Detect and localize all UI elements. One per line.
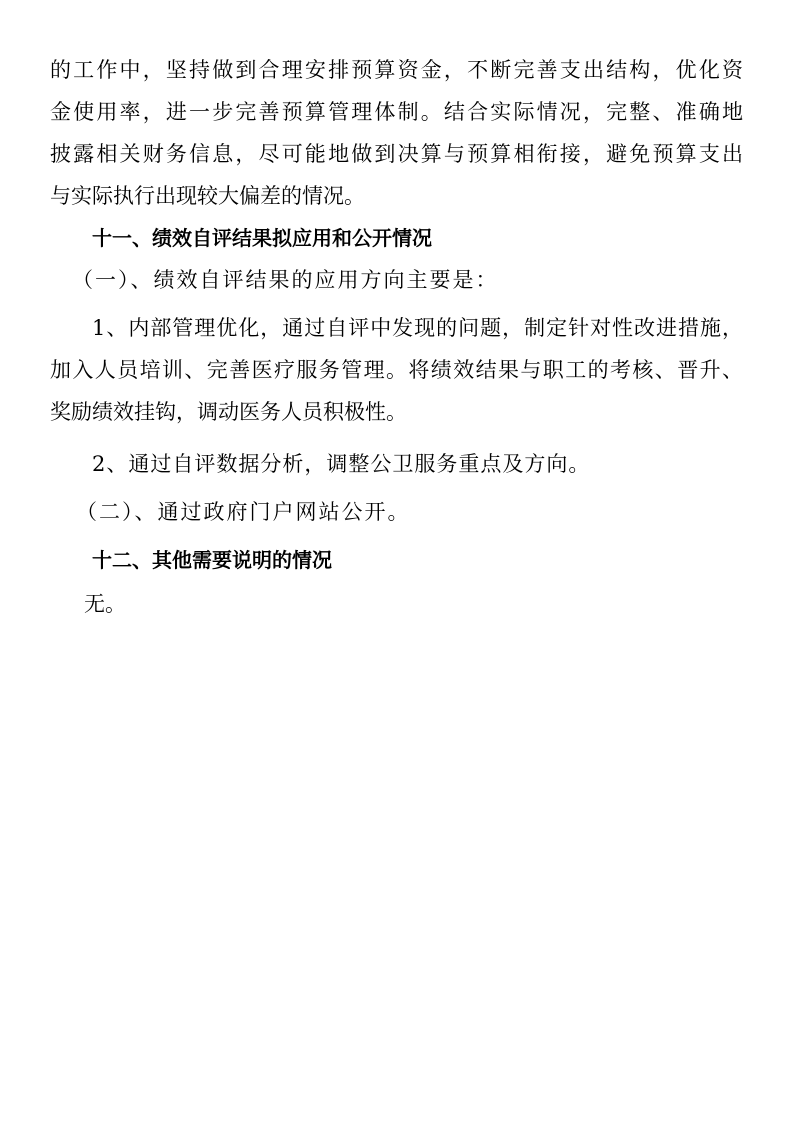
- list-item-line: 奖励绩效挂钩，调动医务人员积极性。: [50, 400, 407, 424]
- paragraph-line: 的工作中，坚持做到合理安排预算资金，不断完善支出结构，优化资: [50, 58, 743, 82]
- paragraph-line: 披露相关财务信息，尽可能地做到决算与预算相衔接，避免预算支出: [50, 142, 743, 166]
- section-heading-12: 十二、其他需要说明的情况: [92, 548, 332, 572]
- paragraph-line: 金使用率，进一步完善预算管理体制。结合实际情况，完整、准确地: [50, 100, 743, 124]
- subsection-label-1: （一）、绩效自评结果的应用方向主要是：: [72, 268, 499, 292]
- list-item-line: 加入人员培训、完善医疗服务管理。将绩效结果与职工的考核、晋升、: [50, 358, 743, 382]
- subsection-label-2: （二）、通过政府门户网站公开。: [76, 500, 411, 524]
- list-item-2: 2、通过自评数据分析，调整公卫服务重点及方向。: [92, 452, 591, 476]
- paragraph-line: 与实际执行出现较大偏差的情况。: [50, 184, 365, 208]
- list-item-line: 1、内部管理优化，通过自评中发现的问题，制定针对性改进措施，: [92, 316, 743, 340]
- section-12-content: 无。: [84, 592, 126, 616]
- section-heading-11: 十一、绩效自评结果拟应用和公开情况: [92, 226, 432, 250]
